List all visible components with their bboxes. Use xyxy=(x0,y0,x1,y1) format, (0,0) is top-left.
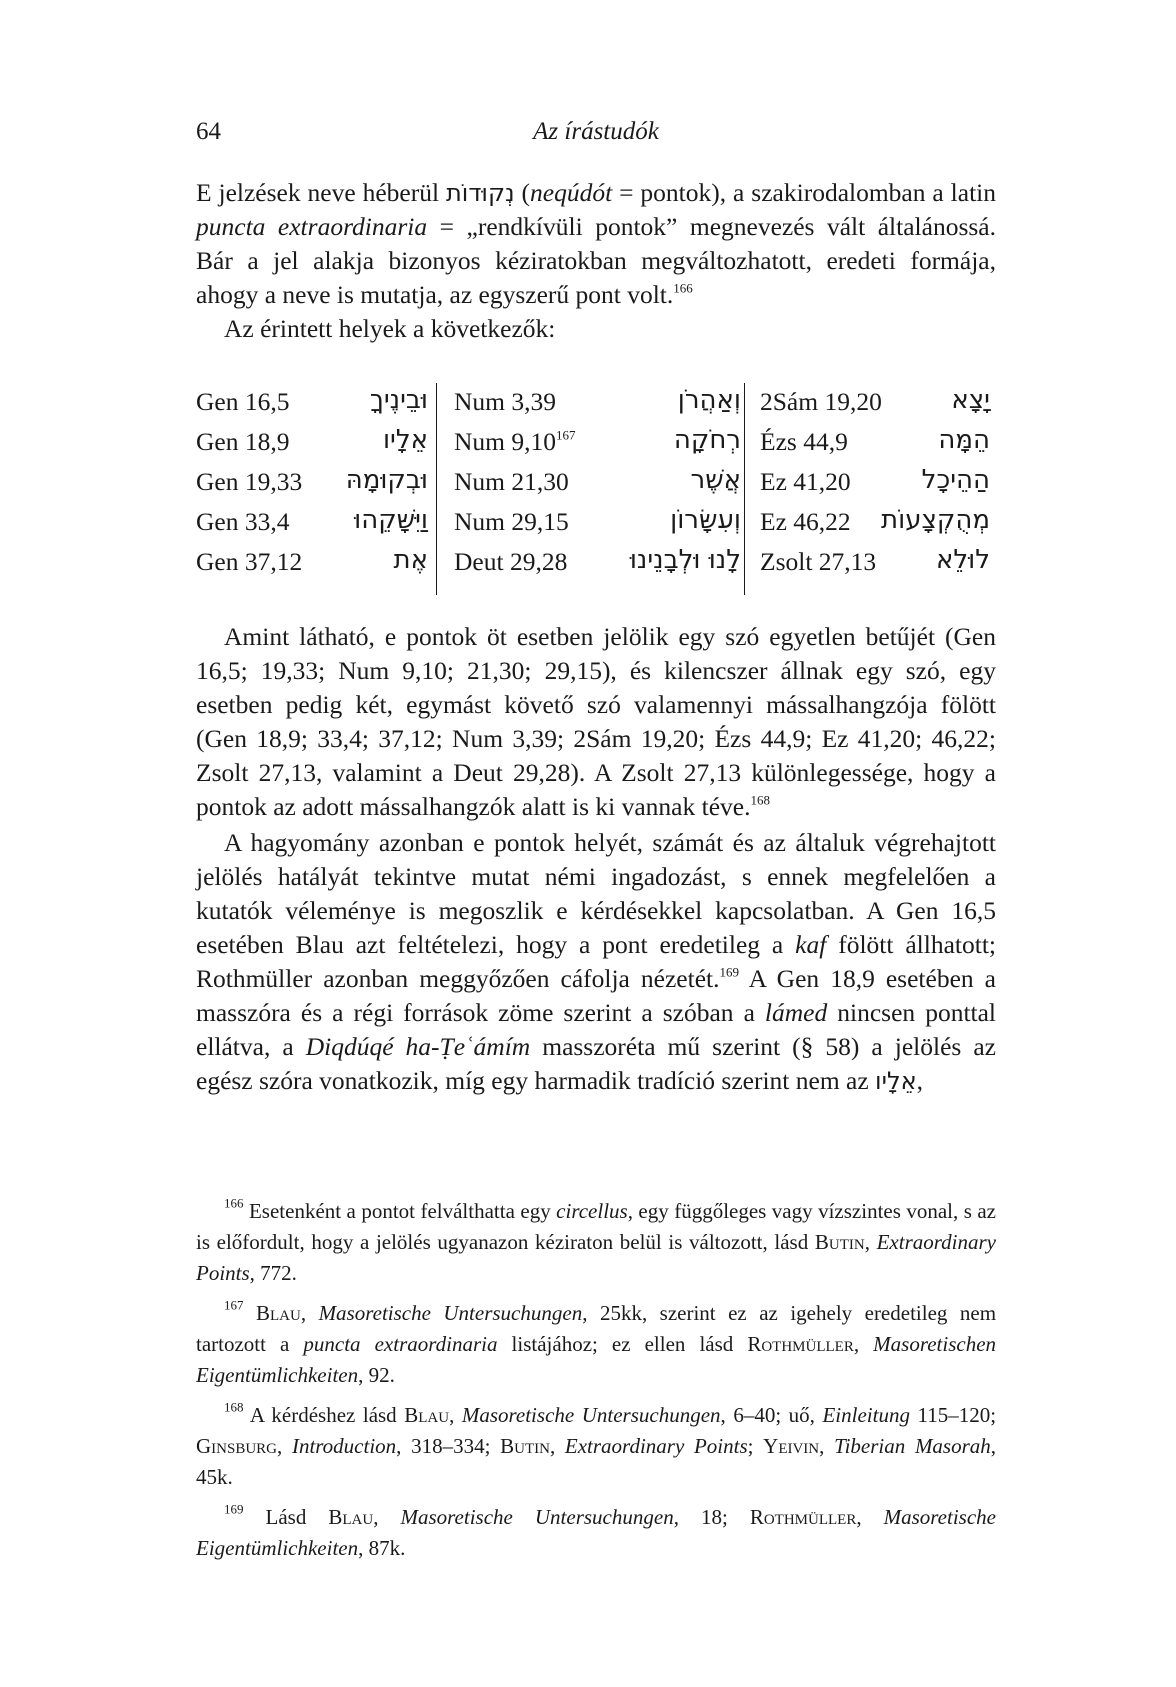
author-name: Blau xyxy=(255,1301,301,1325)
hebrew-word: וּבֵינֶיךָ xyxy=(369,385,428,415)
verse-ref: Ézs 44,9 xyxy=(760,427,848,456)
table-row xyxy=(196,543,434,583)
work-title: Masoretische Untersuchungen xyxy=(461,1403,721,1427)
hebrew-word: וְעִשָּׂרוֹן xyxy=(670,505,741,535)
footnote-166: $^{166}$ Esetenként a pontot felválthatta egy circellus, egy függőleges vagy vízszintes vonal, s az is előfordult, hogy a jelölés ugyanazon kéziraton belül is változott, lásd Butin, Extraordinary Points, 772. xyxy=(196,1195,996,1285)
hebrew-word: הֵמָּה xyxy=(938,425,990,455)
paragraph-2: Az érintett helyek a következők: xyxy=(224,314,556,343)
hebrew-word: יָצָא xyxy=(951,385,990,415)
author-name: Blau xyxy=(328,1505,374,1529)
latin-term: puncta extraordinaria xyxy=(196,212,428,241)
table-row xyxy=(760,463,996,503)
table-row xyxy=(196,383,434,423)
work-title: Einleitung xyxy=(822,1403,910,1427)
table-row xyxy=(454,543,747,583)
footnote-169: $^{169}$ Lásd Blau, Masoretische Untersuchungen, 18; Rothmüller, Masoretische Eigentümlichkeiten, 87k. xyxy=(196,1501,996,1560)
author-name: Rothmüller xyxy=(747,1332,854,1356)
footnote-number: 167 xyxy=(224,1297,244,1313)
author-name: Butin xyxy=(814,1230,865,1254)
footnote-ref-168[interactable]: 168 xyxy=(750,792,770,808)
column-divider xyxy=(744,383,745,595)
hebrew-word: אֵלָיו xyxy=(382,425,428,455)
work-title: Masoretischen Eigentümlichkeiten xyxy=(196,1332,997,1387)
page-number: 64 xyxy=(196,118,221,145)
paragraph-4: A hagyomány azonban e pontok helyét, számát és az általuk végrehajtott jelölés hatályát tekintve mutat némi ingadozást, s ennek megfelelően a kutatók véleménye is megoszlik e kérdésekkel kapcsolatban. A Gen 16,5 esetében Blau azt feltételezi, hogy a pont eredetileg a kaf fölött állhatott; Rothmüller azonban meggyőzően cáfolja nézetét.$^{169}$ A Gen 18,9 esetében a masszóra és a régi források zöme szerint a szóban a lámed nincsen ponttal ellátva, a Diqdúqé ha-Ṭeʿámím masszoréta mű szerint (§ 58) a jelölés az egész szóra vonatkozik, míg egy harmadik tradíció szerint nem az אֵלָיו, xyxy=(196,828,997,1095)
hebrew-word: וְאַהֲרֹן xyxy=(677,385,741,415)
verse-ref: Gen 18,9 xyxy=(196,427,290,456)
paragraph-1: E jelzések neve héberül נְקוּדוֹת (neqúdót = pontok), a szakirodalomban a latin puncta extraordinaria = „rendkívüli pontok” megnevezés vált általánossá. Bár a jel alakja bizonyos kéziratokban megváltozhatott, eredeti formája, ahogy a neve is mutatja, az egyszerű pont volt.$^{166}$ xyxy=(196,178,996,309)
table-row xyxy=(760,543,996,583)
table-row xyxy=(196,503,434,543)
footnote-ref-166[interactable]: 166 xyxy=(673,280,693,296)
hebrew-word: אֵלָיו xyxy=(875,1067,917,1095)
author-name: Ginsburg xyxy=(196,1434,278,1458)
hebrew-word: לוּלֵא xyxy=(935,545,990,575)
table-row xyxy=(454,503,747,543)
table-row xyxy=(454,463,747,503)
hebrew-word: וַיִּשָּׁקֵהוּ xyxy=(354,505,428,535)
verse-ref: Gen 33,4 xyxy=(196,507,290,536)
hebrew-word: אֶת xyxy=(393,545,428,575)
author-name: Rothmüller xyxy=(749,1505,857,1529)
work-title: Introduction xyxy=(291,1434,397,1458)
footnote-number: 168 xyxy=(224,1399,244,1415)
hebrew-word: הַהֵיכָל xyxy=(921,465,990,495)
verse-ref: Num 29,15 xyxy=(454,507,569,536)
hebrew-word: לָנוּ וּלְבָנֵינוּ xyxy=(629,545,741,575)
paragraph-3: Amint látható, e pontok öt esetben jelölik egy szó egyetlen betűjét (Gen 16,5; 19,33; Num 9,10; 21,30; 29,15), és kilencszer állnak egy szó, egy esetben pedig két, egymást követő szó valamennyi mássalhangzója fölött (Gen 18,9; 33,4; 37,12; Num 3,39; 2Sám 19,20; Ézs 44,9; Ez 41,20; 46,22; Zsolt 27,13, valamint a Deut 29,28). A Zsolt 27,13 különlegessége, hogy a pontok az adott mássalhangzók alatt is ki vannak téve.$^{168}$ xyxy=(196,622,996,821)
author-name: Butin xyxy=(500,1434,550,1458)
table-column-genesis xyxy=(196,383,434,595)
author-name: Blau xyxy=(404,1403,450,1427)
verse-ref: Ez 46,22 xyxy=(760,507,851,536)
verse-ref: Num 21,30 xyxy=(454,467,569,496)
table-row xyxy=(454,423,747,463)
running-title: Az írástudók xyxy=(533,118,659,145)
transliteration: neqúdót xyxy=(530,178,613,207)
table-row xyxy=(760,423,996,463)
work-title: Masoretische Untersuchungen xyxy=(318,1301,583,1325)
page-header xyxy=(196,118,996,152)
verse-ref: Deut 29,28 xyxy=(454,547,568,576)
hebrew-word: מְהֻקְצָעוֹת xyxy=(881,505,990,535)
hebrew-word: וּבְקוּמָהּ xyxy=(345,465,428,495)
work-title: Tiberian Masorah xyxy=(834,1434,991,1458)
hebrew-word: נְקוּדוֹת xyxy=(446,179,515,207)
verse-ref: Zsolt 27,13 xyxy=(760,547,877,576)
work-title: Masoretische Untersuchungen xyxy=(400,1505,674,1529)
hebrew-word: רְחֹקָה xyxy=(673,425,741,455)
work-title: Extraordinary Points xyxy=(564,1434,748,1458)
verse-ref: 2Sám 19,20 xyxy=(760,387,882,416)
footnote-ref-169[interactable]: 169 xyxy=(719,964,739,980)
footnote-number: 166 xyxy=(224,1195,244,1211)
verse-ref: Gen 37,12 xyxy=(196,547,303,576)
work-title: Masoretische Eigentümlichkeiten xyxy=(196,1505,996,1560)
verse-ref: Num 9,10$^{167}$ xyxy=(454,427,576,456)
author-name: Yeivin xyxy=(763,1434,820,1458)
footnote-168: $^{168}$ A kérdéshez lásd Blau, Masoretische Untersuchungen, 6–40; uő, Einleitung 115–120; Ginsburg, Introduction, 318–334; Butin, Extraordinary Points; Yeivin, Tiberian Masorah, 45k. xyxy=(196,1399,997,1489)
table-row xyxy=(196,463,434,503)
table-row xyxy=(196,423,434,463)
footnote-ref-167[interactable]: 167 xyxy=(556,427,576,443)
work-title: Extraordinary Points xyxy=(196,1230,996,1285)
table-column-numbers xyxy=(454,383,747,595)
column-divider xyxy=(436,383,437,595)
hebrew-word: אֲשֶׁר xyxy=(690,465,741,495)
passage-table xyxy=(196,383,996,595)
footnote-167: $^{167}$ Blau, Masoretische Untersuchungen, 25kk, szerint ez az igehely eredetileg nem tartozott a puncta extraordinaria listájához; ez ellen lásd Rothmüller, Masoretischen Eigentümlichkeiten, 92. xyxy=(196,1297,997,1387)
table-row xyxy=(454,383,747,423)
verse-ref: Ez 41,20 xyxy=(760,467,851,496)
table-row xyxy=(760,503,996,543)
footnote-number: 169 xyxy=(224,1501,244,1517)
work-title: Diqdúqé ha-Ṭeʿámím xyxy=(305,1032,531,1061)
verse-ref: Num 3,39 xyxy=(454,387,556,416)
table-row xyxy=(760,383,996,423)
verse-ref: Gen 16,5 xyxy=(196,387,290,416)
table-column-prophets xyxy=(760,383,996,595)
verse-ref: Gen 19,33 xyxy=(196,467,303,496)
